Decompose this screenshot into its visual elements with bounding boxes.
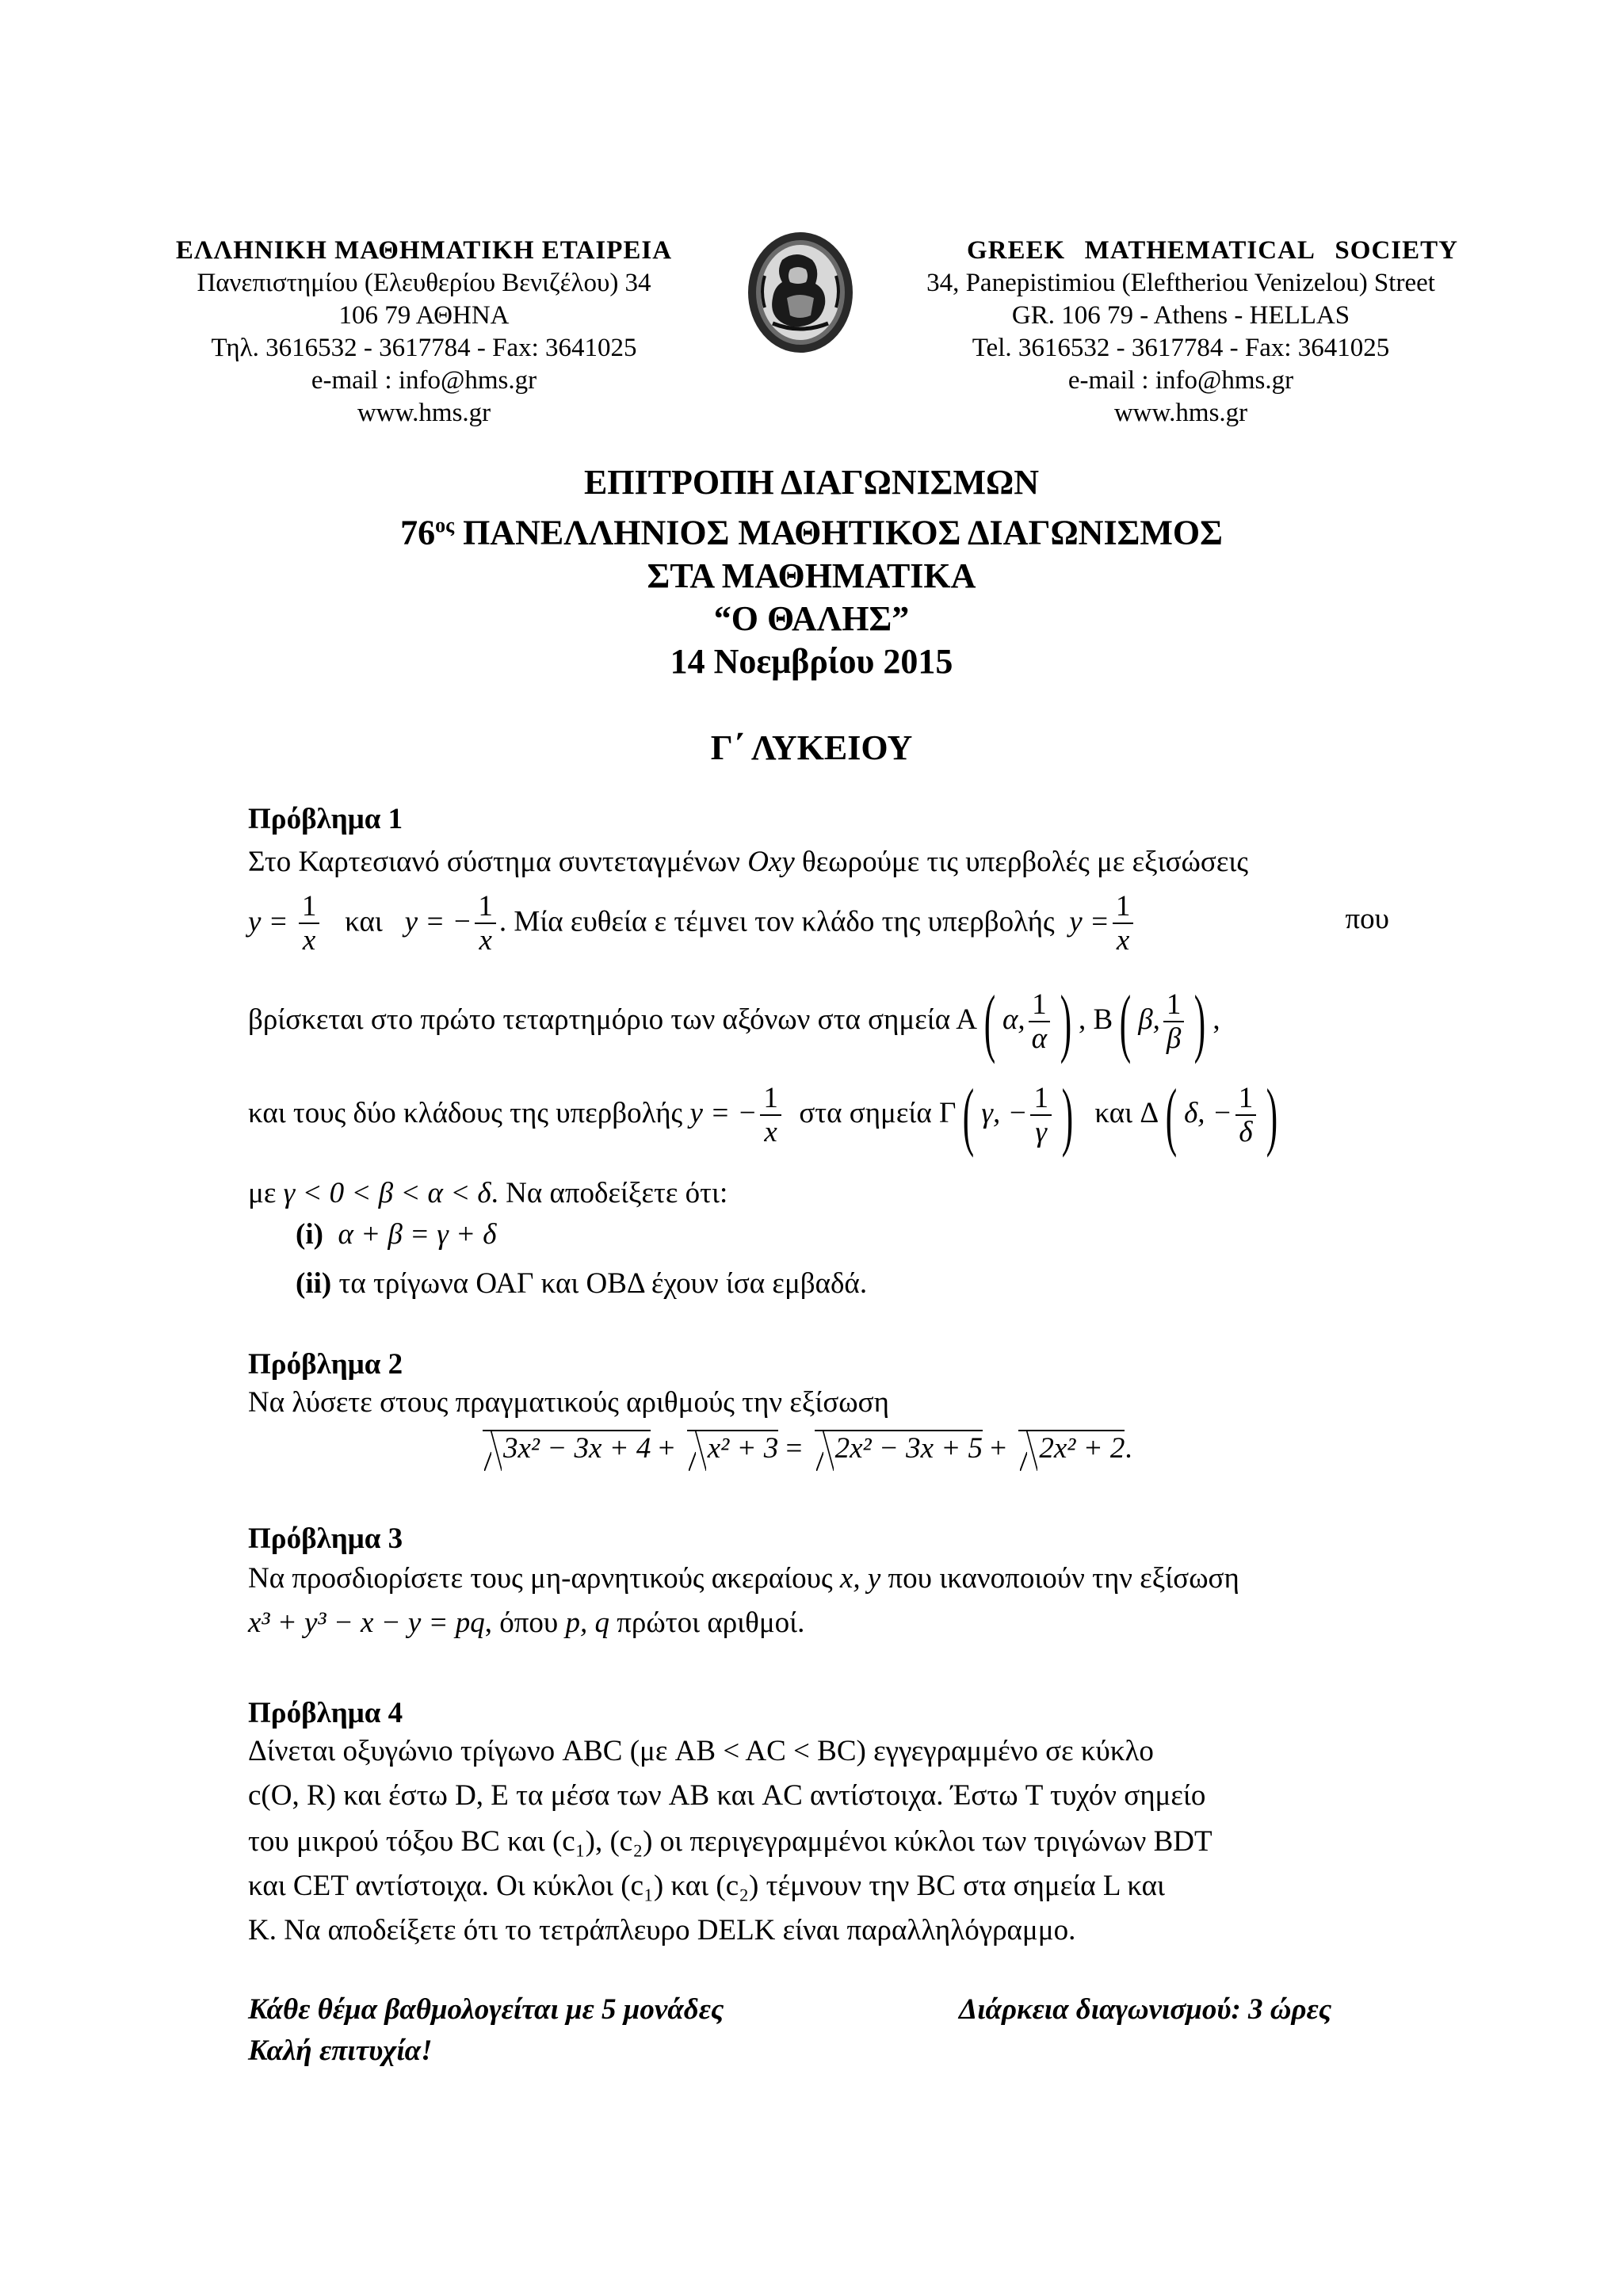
grade-title: Γ΄ ΛΥΚΕΙΟΥ <box>710 728 913 767</box>
problem-text-line: x³ + y³ − x − y = pq, όπου p, q πρώτοι αριθμοί. <box>248 1606 805 1639</box>
problem-text-line: c(O, R) και έστω D, E τα μέσα των AB και AC αντίστοιχα. Έστω T τυχόν σημείο <box>248 1779 1206 1812</box>
equation: 3x² − 3x + 4 + x² + 3 = 2x² − 3x + 5 + 2x² + 2. <box>478 1430 1132 1465</box>
problem-text-line: και CET αντίστοιχα. Οι κύκλοι (c₁) και (c₂) τέμνουν την BC στα σημεία L και <box>248 1870 1166 1902</box>
address-en: 34, Panepistimiou (Eleftheriou Venizelou) Street <box>926 269 1435 297</box>
problem-text-line: Να λύσετε στους πραγματικούς αριθμούς την εξίσωση <box>248 1386 889 1419</box>
competition-name: $76^{o\varsigma}$ ΠΑΝΕΛΛΗΝΙΟΣ ΜΑΘΗΤΙΚΟΣ ΔΙΑΓΩΝΙΣΜΟΣ <box>400 513 1223 552</box>
sub-question-ii: (ii) τα τρίγωνα ΟΑΓ και ΟΒΔ έχουν ίσα εμβαδά. <box>296 1267 868 1300</box>
grading-note: Κάθε θέμα βαθμολογείται με 5 μονάδες <box>248 1993 724 2026</box>
web-gr: www.hms.gr <box>357 399 491 427</box>
competition-nickname: “Ο ΘΑΛΗΣ” <box>713 598 910 638</box>
letterhead-english <box>903 235 1458 430</box>
subject-title: ΣΤΑ ΜΑΘΗΜΑΤΙΚΑ <box>647 556 976 595</box>
problem-title: Πρόβλημα 1 <box>248 803 403 835</box>
web-en: www.hms.gr <box>1113 399 1248 427</box>
problem-text-line: με γ < 0 < β < α < δ. Να αποδείξετε ότι: <box>248 1177 728 1209</box>
problem-title: Πρόβλημα 4 <box>248 1697 403 1729</box>
email-gr: e-mail : info@hms.gr <box>311 366 537 395</box>
competition-titles <box>0 461 1623 683</box>
problem-text-line: K. Να αποδείξετε ότι το τετράπλευρο DELK είναι παραλληλόγραμμο. <box>248 1914 1076 1946</box>
committee-title: ΕΠΙΤΡΟΠΗ ΔΙΑΓΩΝΙΣΜΩΝ <box>583 463 1040 502</box>
good-luck-note: Καλή επιτυχία! <box>248 2034 433 2067</box>
society-seal-icon <box>741 228 860 357</box>
phone-gr: Τηλ. 3616532 - 3617784 - Fax: 3641025 <box>211 334 637 362</box>
problem-title: Πρόβλημα 3 <box>248 1522 403 1555</box>
society-name-en: GREEK MATHEMATICAL SOCIETY <box>967 236 1458 265</box>
problem-text-line: y = $\frac{1}{x}$ και y = − $\frac{1}{x}$ . Μία ευθεία ε τέμνει τον κλάδο της υπερβολής y = $\frac{1}{x}$ που <box>248 890 1389 957</box>
problem-text-line: Να προσδιορίσετε τους μη-αρνητικούς ακεραίους x, y που ικανοποιούν την εξίσωση <box>248 1562 1239 1595</box>
sub-question-i: (i) α + β = γ + δ <box>296 1218 497 1251</box>
problem-text-line: Στο Καρτεσιανό σύστημα συντεταγμένων Oxy θεωρούμε τις υπερβολές με εξισώσεις <box>248 846 1248 878</box>
city-en: GR. 106 79 - Athens - HELLAS <box>1011 301 1350 330</box>
address-gr: Πανεπιστημίου (Ελευθερίου Βενιζέλου) 34 <box>197 269 651 297</box>
letterhead-greek <box>147 235 701 430</box>
duration-note: Διάρκεια διαγωνισμού: 3 ώρες <box>959 1993 1332 2026</box>
competition-date: 14 Νοεμβρίου 2015 <box>670 641 953 681</box>
problem-text-line: βρίσκεται στο πρώτο τεταρτημόριο των αξόνων στα σημεία Α( α, $\frac{1}{\alpha}$ ) , Β( β, $\frac{1}{\beta}$ ) , <box>248 980 1220 1064</box>
footer-left <box>248 1989 724 2072</box>
problem-text-line: του μικρού τόξου BC και (c₁), (c₂) οι περιγεγραμμένοι κύκλοι των τριγώνων BDT <box>248 1825 1212 1858</box>
phone-en: Tel. 3616532 - 3617784 - Fax: 3641025 <box>972 334 1390 362</box>
email-en: e-mail : info@hms.gr <box>1067 366 1294 395</box>
problem-title: Πρόβλημα 2 <box>248 1348 403 1381</box>
problem-text-line: Δίνεται οξυγώνιο τρίγωνο ABC (με AB < AC < BC) εγγεγραμμένο σε κύκλο <box>248 1735 1154 1767</box>
problem-text-line: και τους δύο κλάδους της υπερβολής y = − $\frac{1}{x}$ στα σημεία Γ( γ, − $\frac{1}{\gamma}$ ) και Δ( δ, − $\frac{1}{\delta}$ ) <box>248 1073 1278 1158</box>
society-name-gr: ΕΛΛΗΝΙΚΗ ΜΑΘΗΜΑΤΙΚΗ ΕΤΑΙΡΕΙΑ <box>175 236 673 265</box>
city-gr: 106 79 ΑΘΗΝΑ <box>338 301 510 330</box>
